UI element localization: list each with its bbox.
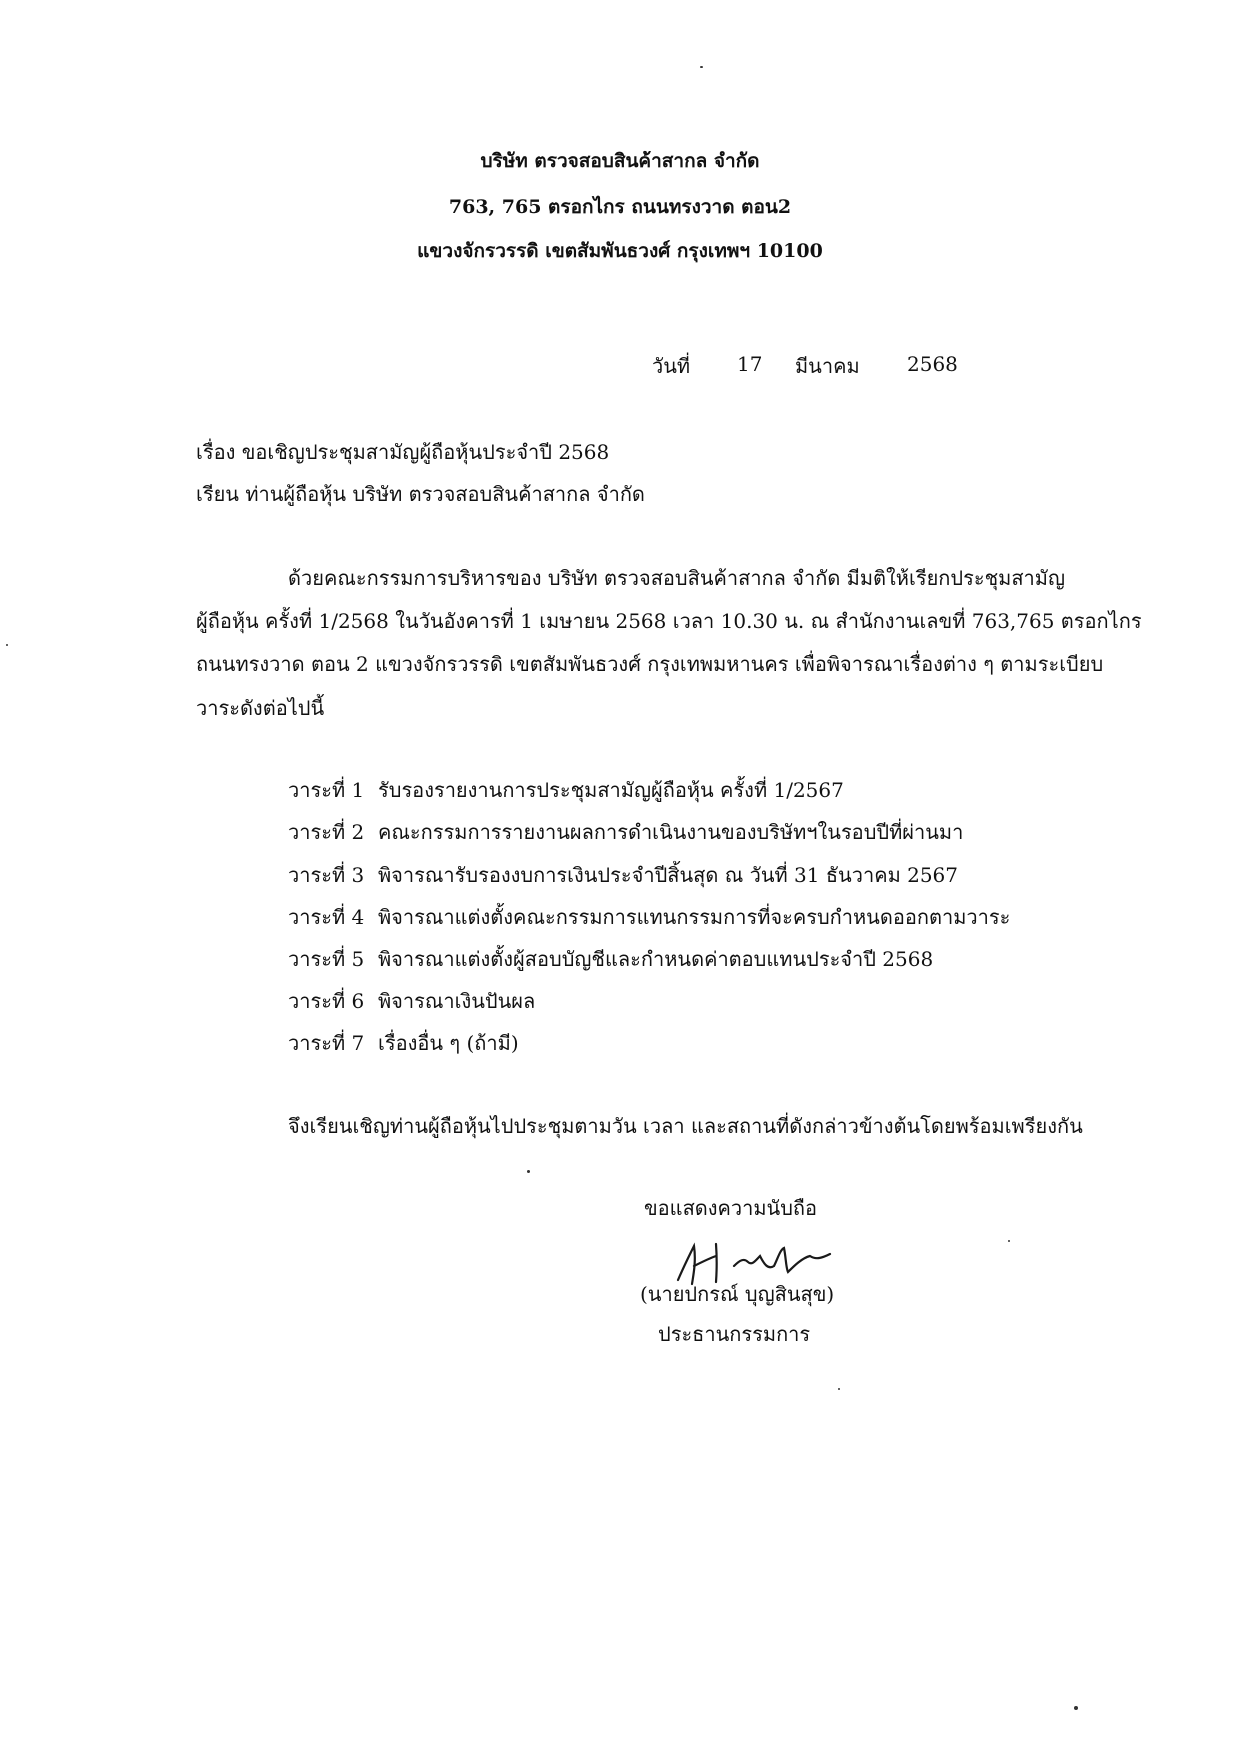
body-line: ด้วยคณะกรรมการบริหารของ บริษัท ตรวจสอบสินค้าสากล จำกัด มีมติให้เรียกประชุมสามัญ: [288, 566, 1065, 590]
agenda-text: รับรองรายงานการประชุมสามัญผู้ถือหุ้น ครั้งที่ 1/2567: [378, 778, 844, 802]
agenda-number: วาระที่ 6: [288, 989, 365, 1013]
address-line-1: 763, 765 ตรอกไกร ถนนทรงวาด ตอน2: [448, 196, 792, 218]
scan-speck: [1008, 1240, 1010, 1242]
closing-line: จึงเรียนเชิญท่านผู้ถือหุ้นไปประชุมตามวัน เวลา และสถานที่ดังกล่าวข้างต้นโดยพร้อมเพรียงกัน: [288, 1114, 1083, 1138]
agenda-text: พิจารณาแต่งตั้งคณะกรรมการแทนกรรมการที่จะครบกำหนดออกตามวาระ: [378, 905, 1011, 929]
scan-speck: [527, 1170, 530, 1173]
agenda-text: พิจารณาแต่งตั้งผู้สอบบัญชีและกำหนดค่าตอบแทนประจำปี 2568: [378, 947, 934, 971]
date-label: วันที่: [652, 354, 691, 378]
body-line: ถนนทรงวาด ตอน 2 แขวงจักรวรรดิ เขตสัมพันธวงศ์ กรุงเทพมหานคร เพื่อพิจารณาเรื่องต่าง ๆ ตามระเบียบ: [196, 652, 1104, 676]
agenda-number: วาระที่ 7: [288, 1031, 365, 1055]
signatory-name: (นายปกรณ์ บุญสินสุข): [640, 1282, 835, 1306]
body-line: ผู้ถือหุ้น ครั้งที่ 1/2568 ในวันอังคารที่ 1 เมษายน 2568 เวลา 10.30 น. ณ สำนักงานเลขที่ 763,765 ตรอกไกร: [196, 609, 1142, 633]
agenda-text: พิจารณารับรองงบการเงินประจำปีสิ้นสุด ณ วันที่ 31 ธันวาคม 2567: [378, 863, 959, 887]
salutation: ขอแสดงความนับถือ: [644, 1196, 818, 1220]
agenda-text: พิจารณาเงินปันผล: [378, 989, 536, 1013]
body-line: วาระดังต่อไปนี้: [196, 696, 325, 720]
agenda-text: เรื่องอื่น ๆ (ถ้ามี): [378, 1031, 519, 1055]
subject-line: เรื่อง ขอเชิญประชุมสามัญผู้ถือหุ้นประจำปี 2568: [196, 440, 610, 464]
company-name: บริษัท ตรวจสอบสินค้าสากล จำกัด: [480, 150, 760, 172]
agenda-number: วาระที่ 1: [288, 778, 365, 802]
signatory-title: ประธานกรรมการ: [658, 1322, 811, 1346]
scan-speck: [838, 1388, 840, 1390]
agenda-number: วาระที่ 2: [288, 820, 365, 844]
scan-speck: [700, 66, 703, 68]
scan-speck: [1074, 1706, 1078, 1710]
date-month: มีนาคม: [795, 354, 860, 378]
date-year: 2568: [907, 352, 958, 376]
agenda-number: วาระที่ 5: [288, 947, 365, 971]
agenda-number: วาระที่ 4: [288, 905, 365, 929]
recipient-line: เรียน ท่านผู้ถือหุ้น บริษัท ตรวจสอบสินค้าสากล จำกัด: [196, 482, 645, 506]
address-line-2: แขวงจักรวรรดิ เขตสัมพันธวงศ์ กรุงเทพฯ 10100: [417, 240, 823, 262]
scan-speck: [6, 644, 8, 646]
agenda-number: วาระที่ 3: [288, 863, 365, 887]
agenda-text: คณะกรรมการรายงานผลการดำเนินงานของบริษัทฯในรอบปีที่ผ่านมา: [378, 820, 964, 844]
date-day: 17: [737, 352, 763, 376]
